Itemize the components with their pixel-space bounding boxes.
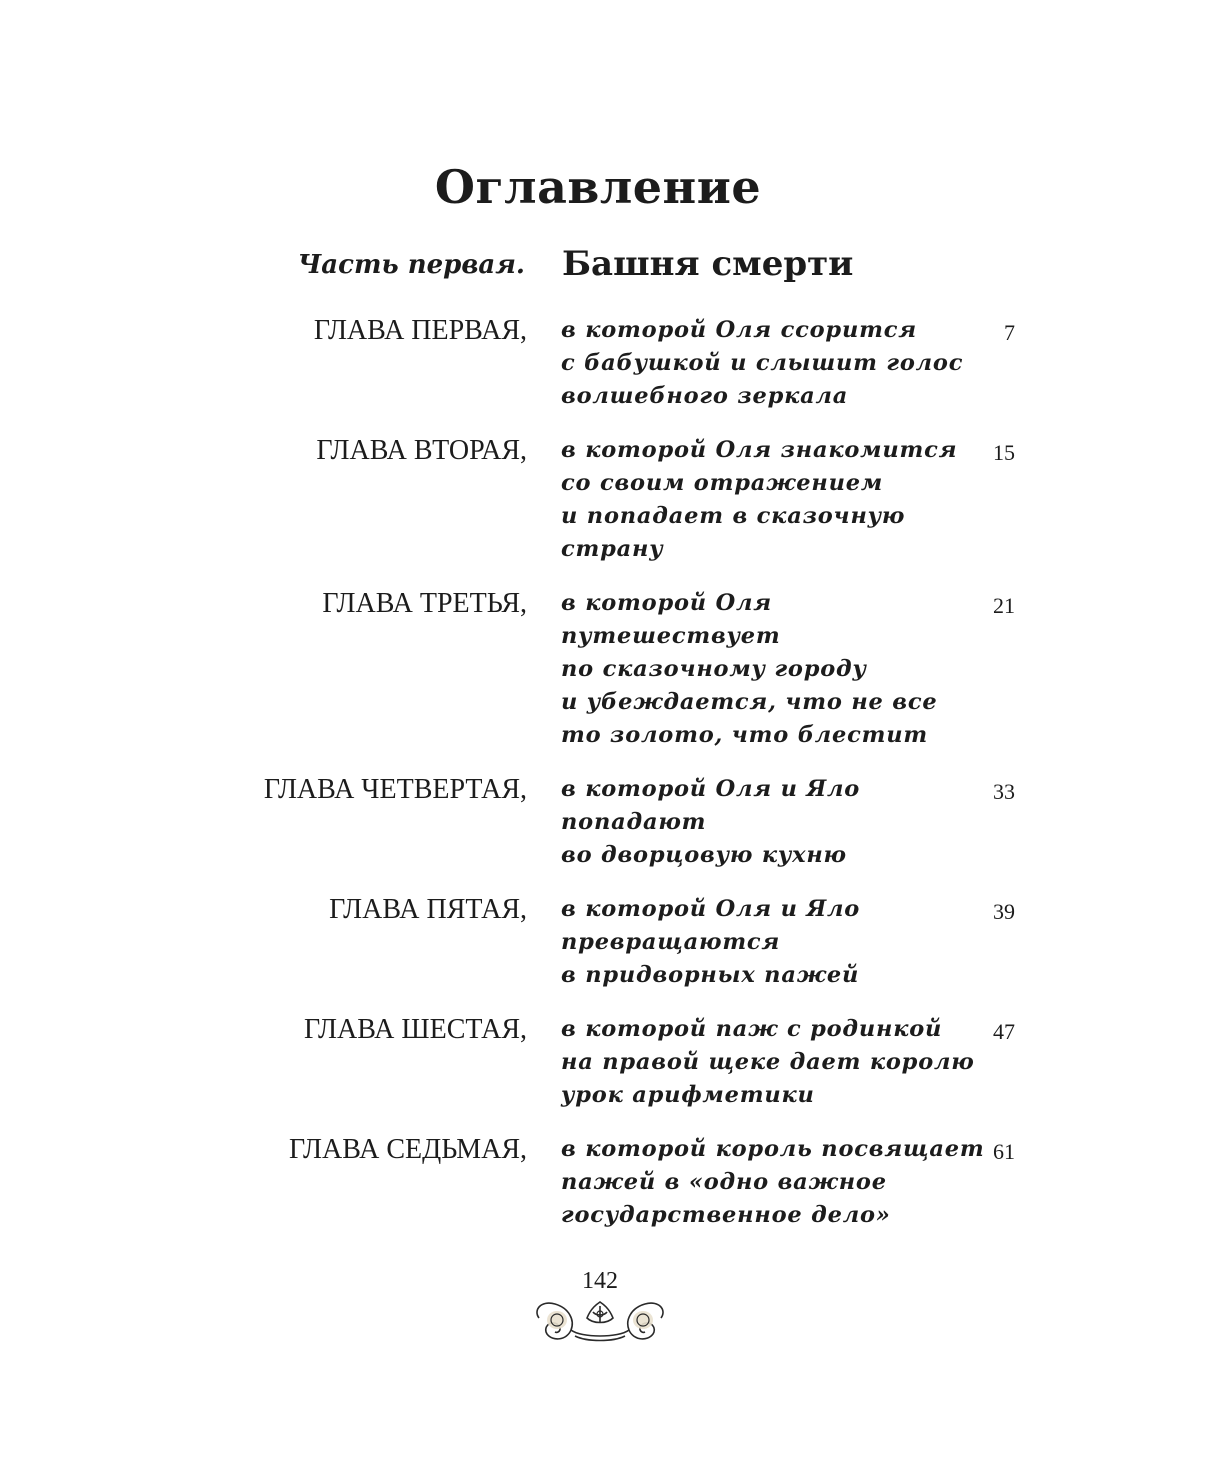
toc-entry — [0, 587, 1222, 752]
chapter-page-number: 21 — [993, 593, 1015, 618]
description-line: в придворных пажей — [561, 962, 860, 988]
chapter-description — [561, 587, 971, 752]
chapter-page-number: 39 — [993, 899, 1015, 924]
description-line: во дворцовую кухню — [561, 842, 847, 868]
description-line: в которой Оля — [561, 590, 772, 616]
part-heading — [0, 244, 1222, 292]
description-line: и попадает в сказочную — [561, 503, 906, 529]
description-line: превращаются — [561, 929, 781, 955]
description-line: на правой щеке дает королю — [561, 1049, 975, 1075]
chapter-label: ГЛАВА ЧЕТВЕРТАЯ, — [263, 774, 527, 805]
description-line: и убеждается, что не все — [561, 689, 938, 715]
chapter-description — [561, 434, 971, 566]
description-line: по сказочному городу — [561, 656, 867, 682]
description-line: в которой Оля и Яло — [561, 896, 861, 922]
description-line: с бабушкой и слышит голос — [561, 350, 964, 376]
toc-entry — [0, 434, 1222, 566]
scroll-ornament-icon — [531, 1298, 669, 1344]
description-line: в которой король посвящает — [561, 1136, 985, 1162]
part-label: Часть первая. — [297, 250, 525, 280]
description-line: страну — [561, 536, 664, 562]
chapter-page-number: 61 — [993, 1139, 1015, 1164]
description-line: пажей в «одно важное — [561, 1169, 887, 1195]
chapter-description — [561, 1133, 985, 1232]
description-line: государственное дело» — [561, 1202, 891, 1228]
toc-entry — [0, 314, 1222, 413]
toc-entry — [0, 893, 1222, 992]
description-line: в которой паж с родинкой — [561, 1016, 943, 1042]
chapter-page-number: 47 — [993, 1019, 1015, 1044]
chapter-label: ГЛАВА ТРЕТЬЯ, — [322, 588, 527, 619]
toc-entry — [0, 1133, 1222, 1232]
description-line: попадают — [561, 809, 707, 835]
description-line: в которой Оля знакомится — [561, 437, 958, 463]
description-line: путешествует — [561, 623, 781, 649]
toc-entry — [0, 773, 1222, 872]
chapter-description — [561, 1013, 975, 1112]
chapter-label: ГЛАВА ПЕРВАЯ, — [313, 315, 527, 346]
chapter-label: ГЛАВА ВТОРАЯ, — [316, 435, 527, 466]
page-title: Оглавление — [434, 160, 762, 214]
chapter-description — [561, 773, 971, 872]
description-line: урок арифметики — [561, 1082, 815, 1108]
chapter-label: ГЛАВА СЕДЬМАЯ, — [288, 1134, 527, 1165]
description-line: со своим отражением — [561, 470, 884, 496]
chapter-description — [561, 893, 971, 992]
description-line: в которой Оля и Яло — [561, 776, 861, 802]
page-number: 142 — [582, 1268, 618, 1294]
chapter-page-number: 15 — [993, 440, 1015, 465]
chapter-page-number: 33 — [993, 779, 1015, 804]
description-line: то золото, что блестит — [561, 722, 929, 748]
chapter-description — [561, 314, 971, 413]
table-of-contents — [0, 314, 1222, 1253]
chapter-page-number: 7 — [1004, 320, 1015, 345]
chapter-label: ГЛАВА ШЕСТАЯ, — [303, 1014, 527, 1045]
description-line: волшебного зеркала — [561, 383, 849, 409]
description-line: в которой Оля ссорится — [561, 317, 917, 343]
part-title: Башня смерти — [562, 244, 854, 284]
chapter-label: ГЛАВА ПЯТАЯ, — [329, 894, 527, 925]
toc-entry — [0, 1013, 1222, 1112]
